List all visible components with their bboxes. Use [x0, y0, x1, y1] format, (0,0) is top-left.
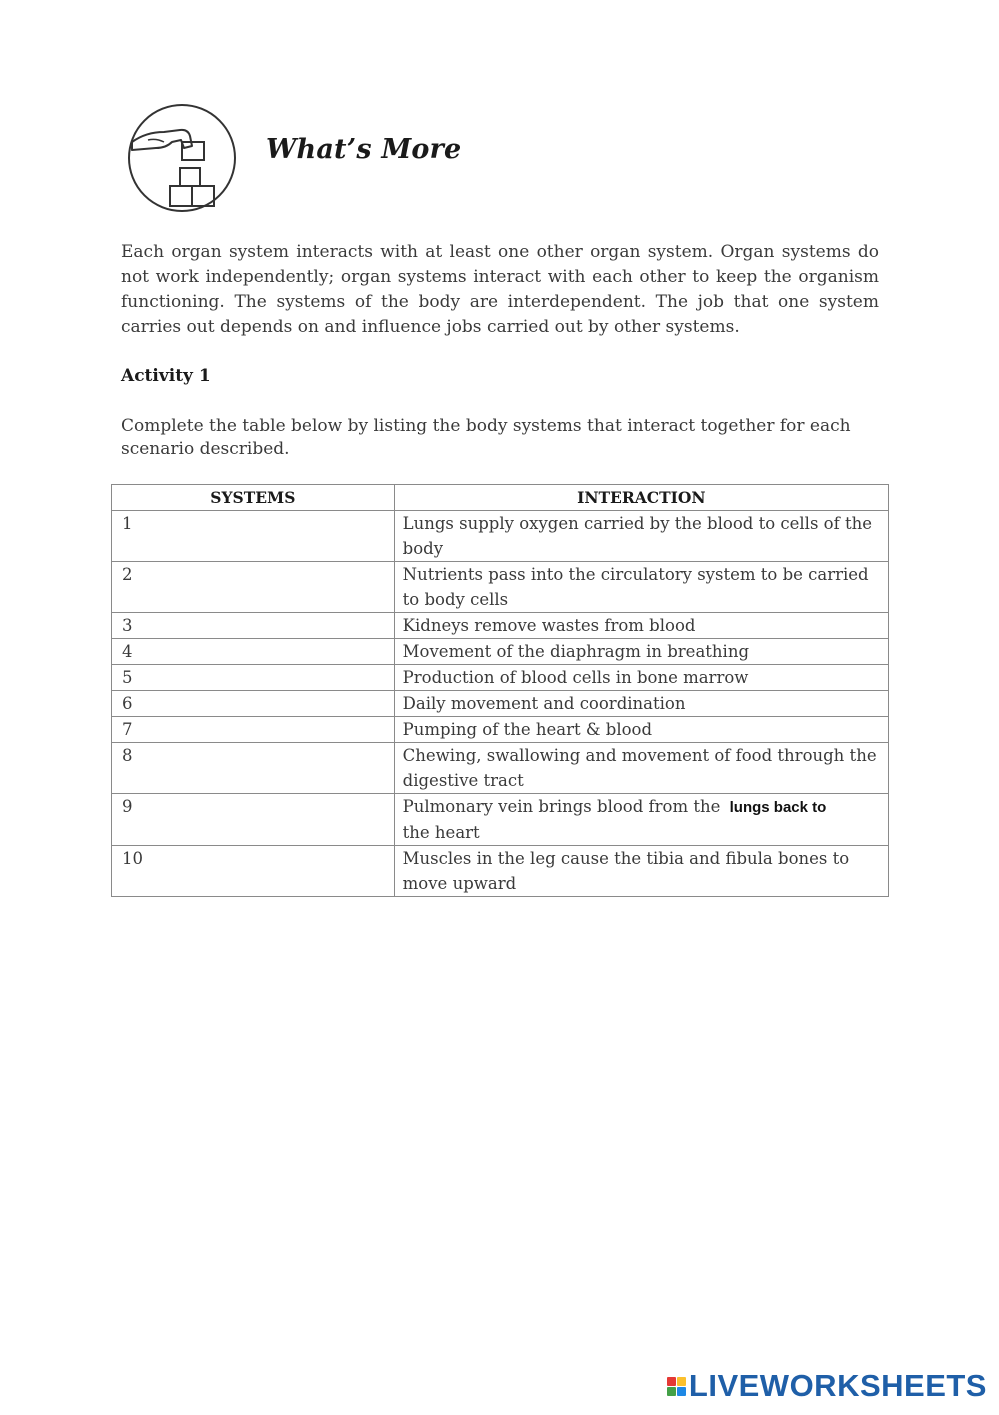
interaction-cell: Movement of the diaphragm in breathing [394, 639, 888, 665]
systems-cell[interactable]: 9 [112, 794, 395, 846]
logo-tile [667, 1387, 676, 1396]
systems-cell[interactable]: 2 [112, 562, 395, 613]
interaction-cell [394, 794, 888, 846]
interaction-cell: Pumping of the heart & blood [394, 717, 888, 743]
interaction-cell: Chewing, swallowing and movement of food through the digestive tract [394, 743, 888, 794]
systems-cell[interactable]: 4 [112, 639, 395, 665]
hand-stacking-blocks-icon [126, 102, 238, 214]
interaction-cell: Kidneys remove wastes from blood [394, 613, 888, 639]
activity-heading: Activity 1 [121, 366, 211, 386]
intro-paragraph: Each organ system interacts with at least one other organ system. Organ systems do not work independently; organ systems interact with each other to keep the organism functioning. The systems of the body are interdependent. The job that one system carries out depends on and influence jobs carried out by other systems. [121, 242, 879, 337]
systems-cell[interactable]: 1 [112, 511, 395, 562]
added-text: lungs back to [729, 799, 827, 816]
systems-cell[interactable]: 3 [112, 613, 395, 639]
logo-tile [667, 1377, 676, 1386]
systems-cell[interactable]: 8 [112, 743, 395, 794]
interaction-cell: Daily movement and coordination [394, 691, 888, 717]
table-header-row [112, 485, 889, 511]
table-row [112, 846, 889, 897]
table-row [112, 794, 889, 846]
table-row [112, 743, 889, 794]
interaction-cell: Muscles in the leg cause the tibia and fibula bones to move upward [394, 846, 888, 897]
header-interaction: INTERACTION [394, 485, 888, 511]
table-row [112, 691, 889, 717]
section-title: What’s More [266, 134, 462, 165]
logo-text: LIVEWORKSHEETS [688, 1368, 987, 1403]
liveworksheets-logo [667, 1368, 987, 1403]
systems-cell[interactable]: 5 [112, 665, 395, 691]
table-row [112, 511, 889, 562]
table-row [112, 639, 889, 665]
table-row [112, 717, 889, 743]
table-row [112, 665, 889, 691]
table-row [112, 562, 889, 613]
header-systems: SYSTEMS [112, 485, 395, 511]
systems-table [111, 484, 889, 897]
systems-cell[interactable]: 10 [112, 846, 395, 897]
logo-tile [677, 1377, 686, 1386]
systems-cell[interactable]: 6 [112, 691, 395, 717]
table-row [112, 613, 889, 639]
interaction-text: Pulmonary vein brings blood from the [402, 797, 721, 816]
interaction-text-end: the heart [402, 823, 480, 842]
logo-tile [677, 1387, 686, 1396]
interaction-cell: Nutrients pass into the circulatory system to be carried to body cells [394, 562, 888, 613]
logo-tiles-icon [667, 1377, 686, 1396]
activity-instruction: Complete the table below by listing the body systems that interact together for each scenario described. [121, 416, 851, 459]
systems-cell[interactable]: 7 [112, 717, 395, 743]
interaction-cell: Lungs supply oxygen carried by the blood to cells of the body [394, 511, 888, 562]
interaction-cell: Production of blood cells in bone marrow [394, 665, 888, 691]
